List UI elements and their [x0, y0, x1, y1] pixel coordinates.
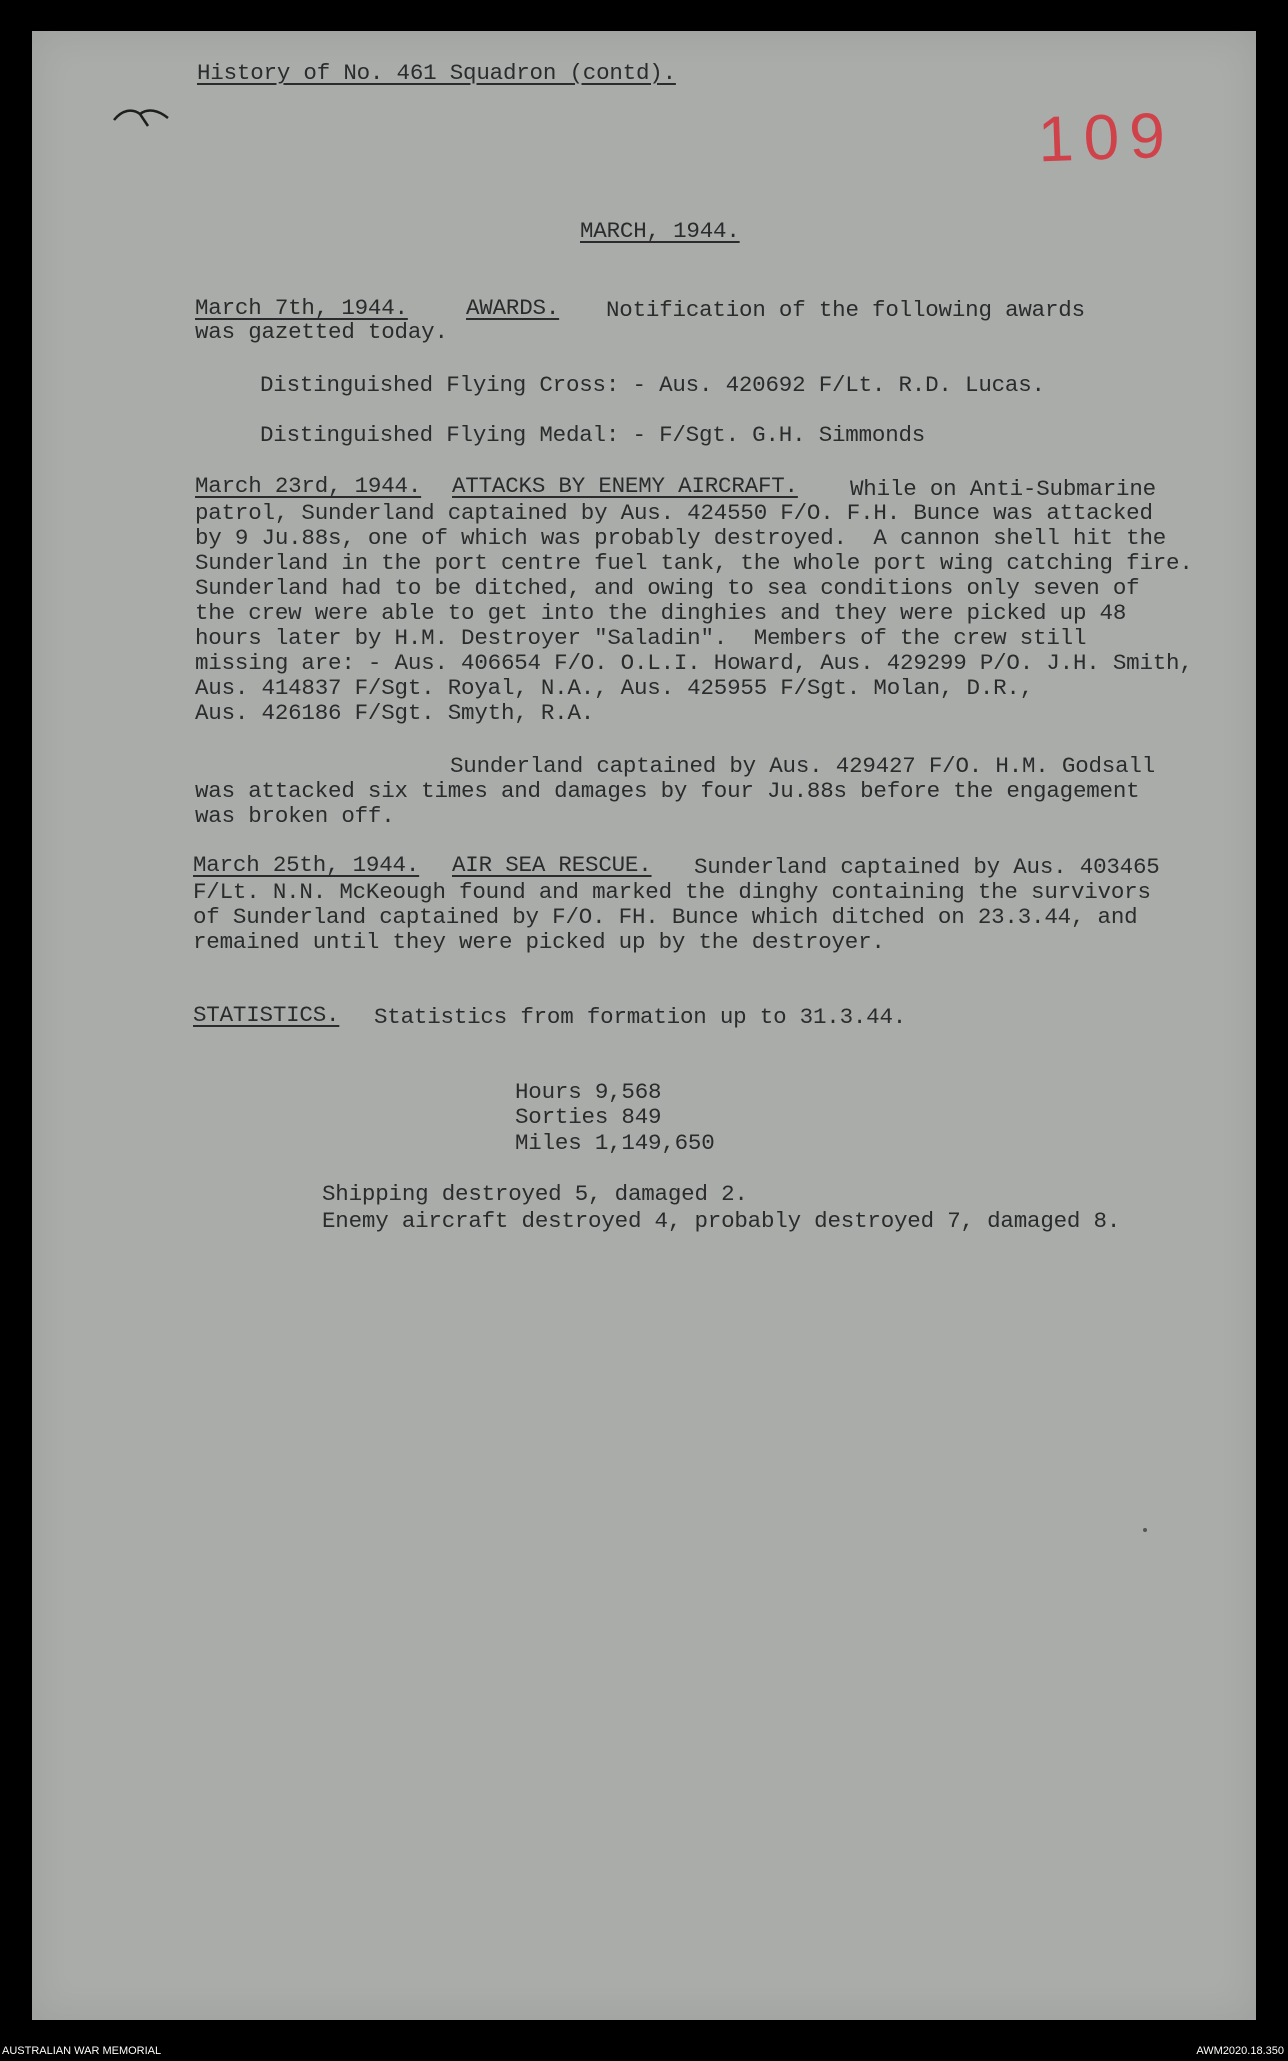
entry-text-line: Sunderland had to be ditched, and owing to sea conditions only seven of: [195, 575, 1140, 601]
statistic-sorties: Sorties 849: [515, 1104, 662, 1130]
entry-text-line: was gazetted today.: [195, 319, 448, 345]
statistic-shipping: Shipping destroyed 5, damaged 2.: [322, 1181, 748, 1207]
entry-date: March 7th, 1944.: [195, 295, 408, 321]
entry-text-line: Sunderland captained by Aus. 429427 F/O. H.M. Godsall: [450, 753, 1156, 779]
entry-text-line: by 9 Ju.88s, one of which was probably destroyed. A cannon shell hit the: [195, 525, 1167, 551]
entry-heading: AWARDS.: [466, 295, 560, 321]
statistic-miles: Miles 1,149,650: [515, 1130, 715, 1156]
entry-text-line: was attacked six times and damages by four Ju.88s before the engagement: [195, 778, 1140, 804]
entry-date: March 23rd, 1944.: [195, 473, 422, 499]
statistics-heading: STATISTICS.: [193, 1002, 340, 1028]
award-line: Distinguished Flying Cross: - Aus. 420692 F/Lt. R.D. Lucas.: [260, 372, 1045, 398]
entry-text-line: Sunderland captained by Aus. 403465: [694, 854, 1160, 880]
entry-text-line: missing are: - Aus. 406654 F/O. O.L.I. Howard, Aus. 429299 P/O. J.H. Smith,: [195, 650, 1193, 676]
entry-text-line: Sunderland in the port centre fuel tank, the whole port wing catching fire.: [195, 550, 1193, 576]
entry-text-line: patrol, Sunderland captained by Aus. 424550 F/O. F.H. Bunce was attacked: [195, 500, 1153, 526]
entry-text-line: Aus. 426186 F/Sgt. Smyth, R.A.: [195, 700, 595, 726]
entry-heading: AIR SEA RESCUE.: [452, 852, 652, 878]
entry-date: March 25th, 1944.: [193, 852, 420, 878]
entry-text-line: Aus. 414837 F/Sgt. Royal, N.A., Aus. 425955 F/Sgt. Molan, D.R.,: [195, 675, 1034, 701]
entry-text-line: Notification of the following awards: [606, 297, 1085, 323]
folio-number: 109: [1036, 98, 1176, 176]
entry-text-line: hours later by H.M. Destroyer "Saladin". Members of the crew still: [195, 625, 1087, 651]
entry-text-line: While on Anti-Submarine: [850, 476, 1156, 502]
entry-text-line: F/Lt. N.N. McKeough found and marked the dinghy containing the survivors: [193, 879, 1151, 905]
paper-speck: [1143, 1528, 1147, 1532]
entry-text-line: the crew were able to get into the dinghies and they were picked up 48: [195, 600, 1127, 626]
entry-text-line: was broken off.: [195, 803, 395, 829]
pencil-tick-mark: [112, 104, 170, 134]
running-title: History of No. 461 Squadron (contd).: [197, 60, 676, 86]
entry-text-line: of Sunderland captained by F/O. FH. Bunce which ditched on 23.3.44, and: [193, 904, 1138, 930]
statistic-hours: Hours 9,568: [515, 1079, 662, 1105]
entry-text-line: remained until they were picked up by the destroyer.: [193, 929, 885, 955]
award-line: Distinguished Flying Medal: - F/Sgt. G.H. Simmonds: [260, 422, 926, 448]
month-heading: MARCH, 1944.: [580, 218, 740, 244]
entry-heading: ATTACKS BY ENEMY AIRCRAFT.: [452, 473, 798, 499]
statistic-enemy-aircraft: Enemy aircraft destroyed 4, probably destroyed 7, damaged 8.: [322, 1208, 1121, 1234]
footer-accession-number: AWM2020.18.350: [1196, 2045, 1284, 2057]
statistics-intro: Statistics from formation up to 31.3.44.: [374, 1004, 907, 1030]
footer-institution: AUSTRALIAN WAR MEMORIAL: [2, 2045, 162, 2057]
